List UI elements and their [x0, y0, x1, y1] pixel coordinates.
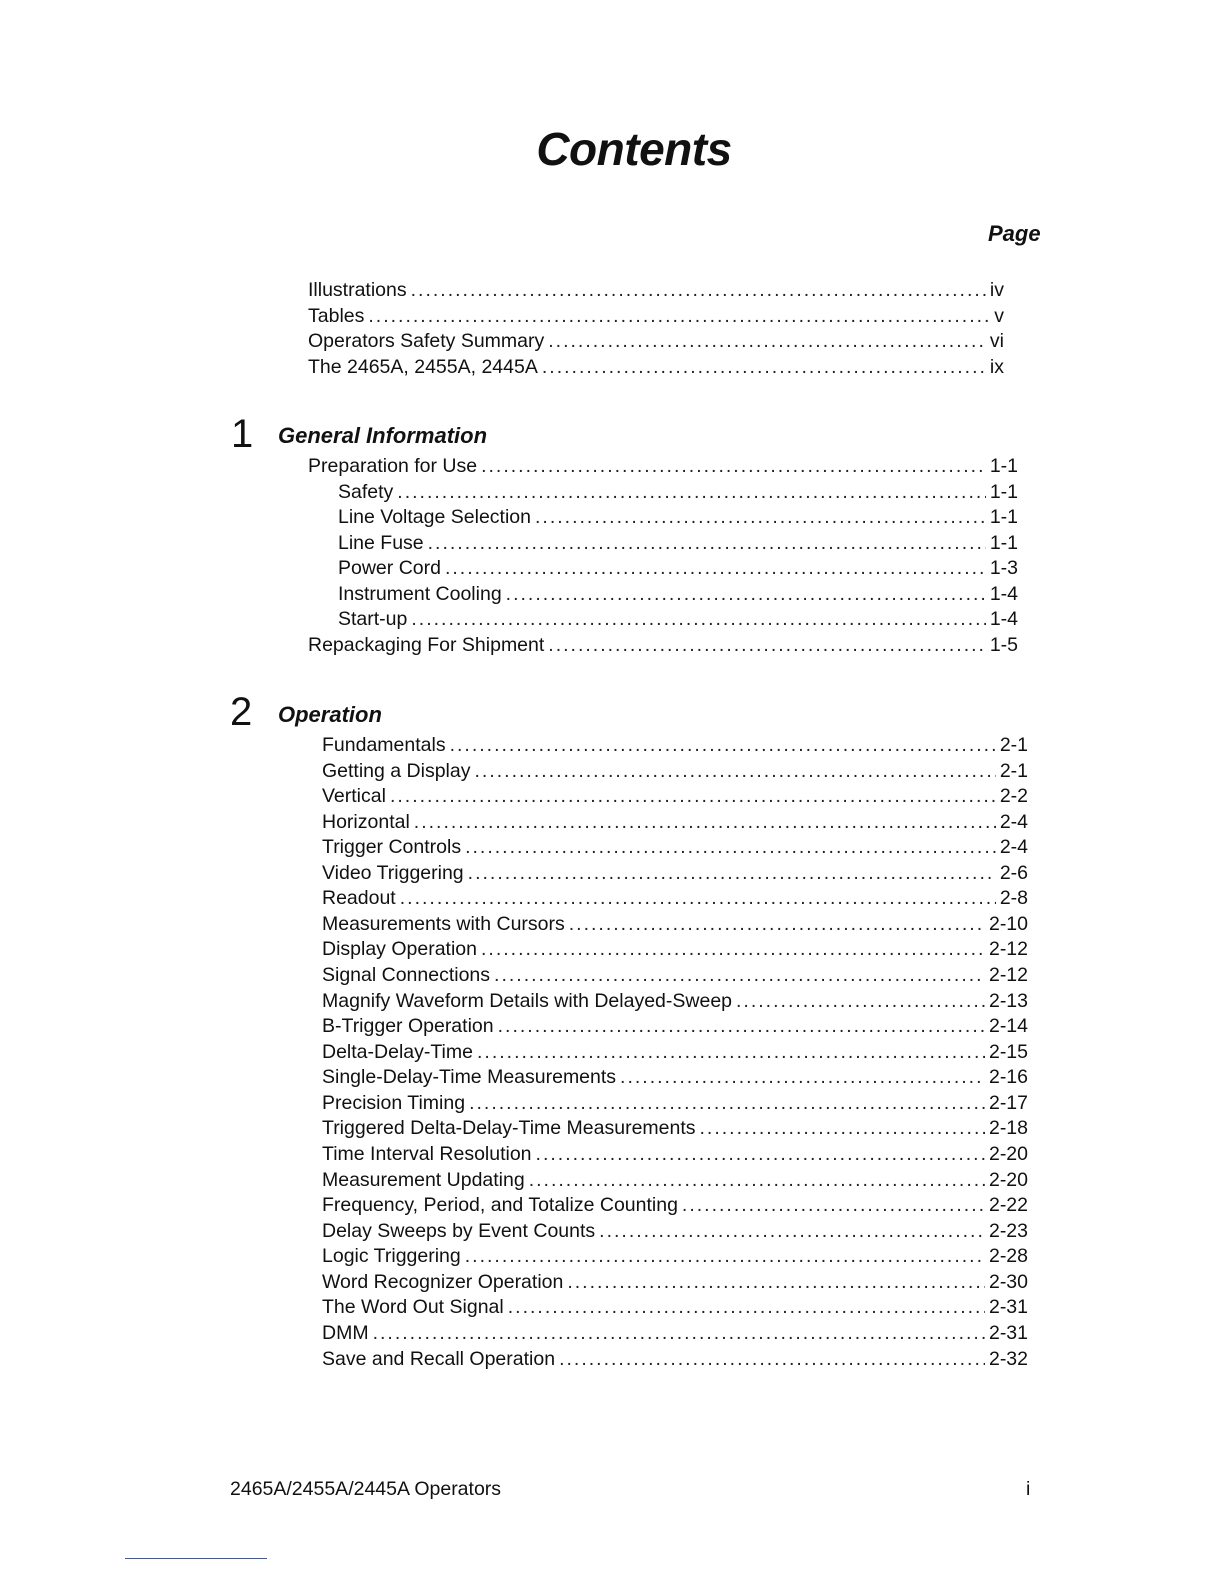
- leader-dots: [368, 305, 990, 328]
- toc-entry-label: Readout: [322, 887, 396, 909]
- leader-dots: [445, 557, 986, 580]
- toc-entry-label: Power Cord: [338, 557, 441, 579]
- toc-entry-page: 1-1: [989, 481, 1018, 503]
- toc-entry-label: Fundamentals: [322, 734, 446, 756]
- leader-dots: [465, 1245, 985, 1268]
- toc-entry-page: 1-1: [989, 506, 1018, 528]
- leader-dots: [469, 1092, 985, 1115]
- chapter-1-title[interactable]: General Information: [278, 423, 488, 448]
- leader-dots: [468, 862, 996, 885]
- toc-entry[interactable]: [338, 583, 1018, 609]
- leader-dots: [481, 455, 986, 478]
- leader-dots: [411, 279, 986, 302]
- toc-entry-label: B-Trigger Operation: [322, 1015, 494, 1037]
- leader-dots: [477, 1041, 985, 1064]
- toc-entry-label: Precision Timing: [322, 1092, 466, 1114]
- toc-entry-label: Line Voltage Selection: [338, 506, 531, 528]
- toc-entry[interactable]: [322, 836, 1028, 862]
- toc-entry-page: iv: [989, 279, 1004, 301]
- leader-dots: [536, 1143, 985, 1166]
- toc-entry[interactable]: [322, 887, 1028, 913]
- toc-entry[interactable]: [338, 506, 1018, 532]
- toc-entry-page: 2-2: [999, 785, 1028, 807]
- toc-entry[interactable]: [322, 1194, 1028, 1220]
- toc-entry[interactable]: [322, 862, 1028, 888]
- toc-entry[interactable]: [338, 557, 1018, 583]
- toc-entry-page: 2-12: [988, 938, 1028, 960]
- toc-entry-label: Single-Delay-Time Measurements: [322, 1066, 617, 1088]
- toc-entry-label: Display Operation: [322, 938, 477, 960]
- toc-entry-label: Frequency, Period, and Totalize Counting: [322, 1194, 678, 1216]
- leader-dots: [481, 938, 985, 961]
- footer-page-number: i: [1026, 1478, 1031, 1500]
- toc-entry-label: Instrument Cooling: [338, 583, 502, 605]
- toc-entry[interactable]: [322, 1220, 1028, 1246]
- toc-entry-page: 2-16: [988, 1066, 1028, 1088]
- leader-dots: [465, 836, 996, 859]
- toc-entry-label: Delay Sweeps by Event Counts: [322, 1220, 596, 1242]
- leader-dots: [548, 634, 986, 657]
- toc-entry[interactable]: [308, 305, 1004, 331]
- toc-entry[interactable]: [308, 356, 1004, 382]
- leader-dots: [498, 1015, 985, 1038]
- toc-entry-page: 1-1: [989, 532, 1018, 554]
- leader-dots: [397, 481, 986, 504]
- page-column-heading: Page: [988, 221, 1041, 246]
- toc-entry-page: 2-23: [988, 1220, 1028, 1242]
- toc-entry-label: Video Triggering: [322, 862, 464, 884]
- toc-entry-page: 2-6: [999, 862, 1028, 884]
- leader-dots: [542, 356, 986, 379]
- leader-dots: [390, 785, 996, 808]
- leader-dots: [620, 1066, 985, 1089]
- toc-entry-label: Safety: [338, 481, 394, 503]
- toc-entry-page: 2-13: [988, 990, 1028, 1012]
- toc-entry[interactable]: [322, 734, 1028, 760]
- toc-entry-label: Repackaging For Shipment: [308, 634, 545, 656]
- leader-dots: [411, 608, 985, 631]
- toc-entry-page: 1-3: [989, 557, 1018, 579]
- toc-entry-label: The Word Out Signal: [322, 1296, 504, 1318]
- toc-entry-label: Trigger Controls: [322, 836, 462, 858]
- toc-entry[interactable]: [322, 1296, 1028, 1322]
- chapter-1-number: 1: [231, 412, 254, 456]
- chapter-2-title[interactable]: Operation: [278, 702, 382, 727]
- toc-entry[interactable]: [322, 1117, 1028, 1143]
- toc-entry-label: Getting a Display: [322, 760, 471, 782]
- toc-entry[interactable]: [322, 1143, 1028, 1169]
- toc-entry[interactable]: [338, 481, 1018, 507]
- toc-entry-page: 2-4: [999, 811, 1028, 833]
- toc-entry-page: 2-31: [988, 1296, 1028, 1318]
- toc-entry-page: 2-15: [988, 1041, 1028, 1063]
- toc-entry[interactable]: [322, 913, 1028, 939]
- link-underline: [125, 1558, 267, 1559]
- toc-entry[interactable]: [322, 1322, 1028, 1348]
- toc-entry-page: 2-4: [999, 836, 1028, 858]
- toc-entry[interactable]: [322, 760, 1028, 786]
- leader-dots: [599, 1220, 985, 1243]
- toc-entry-label: Save and Recall Operation: [322, 1348, 556, 1370]
- toc-entry[interactable]: [338, 532, 1018, 558]
- toc-entry-page: 2-31: [988, 1322, 1028, 1344]
- leader-dots: [400, 887, 996, 910]
- leader-dots: [535, 506, 986, 529]
- toc-entry[interactable]: [338, 608, 1018, 634]
- toc-entry[interactable]: [322, 1041, 1028, 1067]
- leader-dots: [506, 583, 986, 606]
- toc-entry-label: Measurement Updating: [322, 1169, 525, 1191]
- toc-entry-page: 1-4: [989, 608, 1018, 630]
- leader-dots: [569, 913, 985, 936]
- leader-dots: [559, 1348, 985, 1371]
- leader-dots: [548, 330, 986, 353]
- toc-entry[interactable]: [322, 1092, 1028, 1118]
- toc-entry-label: Word Recognizer Operation: [322, 1271, 564, 1293]
- leader-dots: [700, 1117, 985, 1140]
- toc-entry-page: 2-1: [999, 760, 1028, 782]
- toc-entry-page: 2-1: [999, 734, 1028, 756]
- toc-entry-page: vi: [989, 330, 1004, 352]
- toc-entry[interactable]: [308, 330, 1004, 356]
- toc-entry[interactable]: [308, 455, 1018, 481]
- toc-entry-label: Tables: [308, 305, 365, 327]
- toc-entry-page: 2-28: [988, 1245, 1028, 1267]
- leader-dots: [428, 532, 986, 555]
- toc-entry-page: v: [994, 305, 1004, 327]
- toc-entry[interactable]: [322, 785, 1028, 811]
- toc-entry[interactable]: [308, 634, 1018, 660]
- toc-entry-label: Line Fuse: [338, 532, 424, 554]
- toc-entry-page: ix: [989, 356, 1004, 378]
- toc-entry[interactable]: [322, 990, 1028, 1016]
- leader-dots: [682, 1194, 985, 1217]
- toc-entry[interactable]: [322, 1245, 1028, 1271]
- toc-entry-label: Start-up: [338, 608, 408, 630]
- toc-entry-label: Preparation for Use: [308, 455, 478, 477]
- footer-manual-title: 2465A/2455A/2445A Operators: [230, 1478, 502, 1500]
- toc-entry-label: Triggered Delta-Delay-Time Measurements: [322, 1117, 696, 1139]
- toc-entry-label: Vertical: [322, 785, 386, 807]
- leader-dots: [508, 1296, 985, 1319]
- toc-entry-label: The 2465A, 2455A, 2445A: [308, 356, 538, 378]
- leader-dots: [373, 1322, 985, 1345]
- toc-entry-label: Horizontal: [322, 811, 410, 833]
- toc-entry[interactable]: [322, 811, 1028, 837]
- leader-dots: [736, 990, 985, 1013]
- toc-entry[interactable]: [322, 1015, 1028, 1041]
- toc-entry-page: 2-20: [988, 1143, 1028, 1165]
- toc-entry-label: Operators Safety Summary: [308, 330, 545, 352]
- toc-entry-page: 1-5: [989, 634, 1018, 656]
- toc-entry-label: Time Interval Resolution: [322, 1143, 532, 1165]
- toc-entry-page: 2-22: [988, 1194, 1028, 1216]
- page-title: Contents: [536, 123, 732, 175]
- toc-entry-page: 2-10: [988, 913, 1028, 935]
- toc-entry-page: 2-32: [988, 1348, 1028, 1370]
- toc-entry[interactable]: [308, 279, 1004, 305]
- toc-entry-label: Measurements with Cursors: [322, 913, 565, 935]
- toc-entry-label: Illustrations: [308, 279, 407, 301]
- toc-entry-label: DMM: [322, 1322, 369, 1344]
- leader-dots: [529, 1169, 985, 1192]
- toc-entry-page: 2-30: [988, 1271, 1028, 1293]
- leader-dots: [475, 760, 996, 783]
- chapter-2-number: 2: [230, 690, 253, 734]
- toc-entry-page: 2-18: [988, 1117, 1028, 1139]
- toc-entry-page: 2-17: [988, 1092, 1028, 1114]
- leader-dots: [494, 964, 985, 987]
- toc-entry[interactable]: [322, 1348, 1028, 1374]
- leader-dots: [567, 1271, 985, 1294]
- toc-entry-label: Magnify Waveform Details with Delayed-Sweep: [322, 990, 733, 1012]
- toc-entry-label: Signal Connections: [322, 964, 491, 986]
- toc-entry-page: 2-8: [999, 887, 1028, 909]
- toc-entry-page: 2-12: [988, 964, 1028, 986]
- toc-entry-page: 2-14: [988, 1015, 1028, 1037]
- leader-dots: [450, 734, 996, 757]
- toc-entry-page: 1-4: [989, 583, 1018, 605]
- toc-entry[interactable]: [322, 1169, 1028, 1195]
- toc-entry-label: Delta-Delay-Time: [322, 1041, 473, 1063]
- toc-entry-page: 1-1: [989, 455, 1018, 477]
- toc-entry[interactable]: [322, 938, 1028, 964]
- toc-entry[interactable]: [322, 964, 1028, 990]
- toc-entry-label: Logic Triggering: [322, 1245, 461, 1267]
- toc-entry[interactable]: [322, 1271, 1028, 1297]
- toc-entry-page: 2-20: [988, 1169, 1028, 1191]
- leader-dots: [414, 811, 996, 834]
- toc-entry[interactable]: [322, 1066, 1028, 1092]
